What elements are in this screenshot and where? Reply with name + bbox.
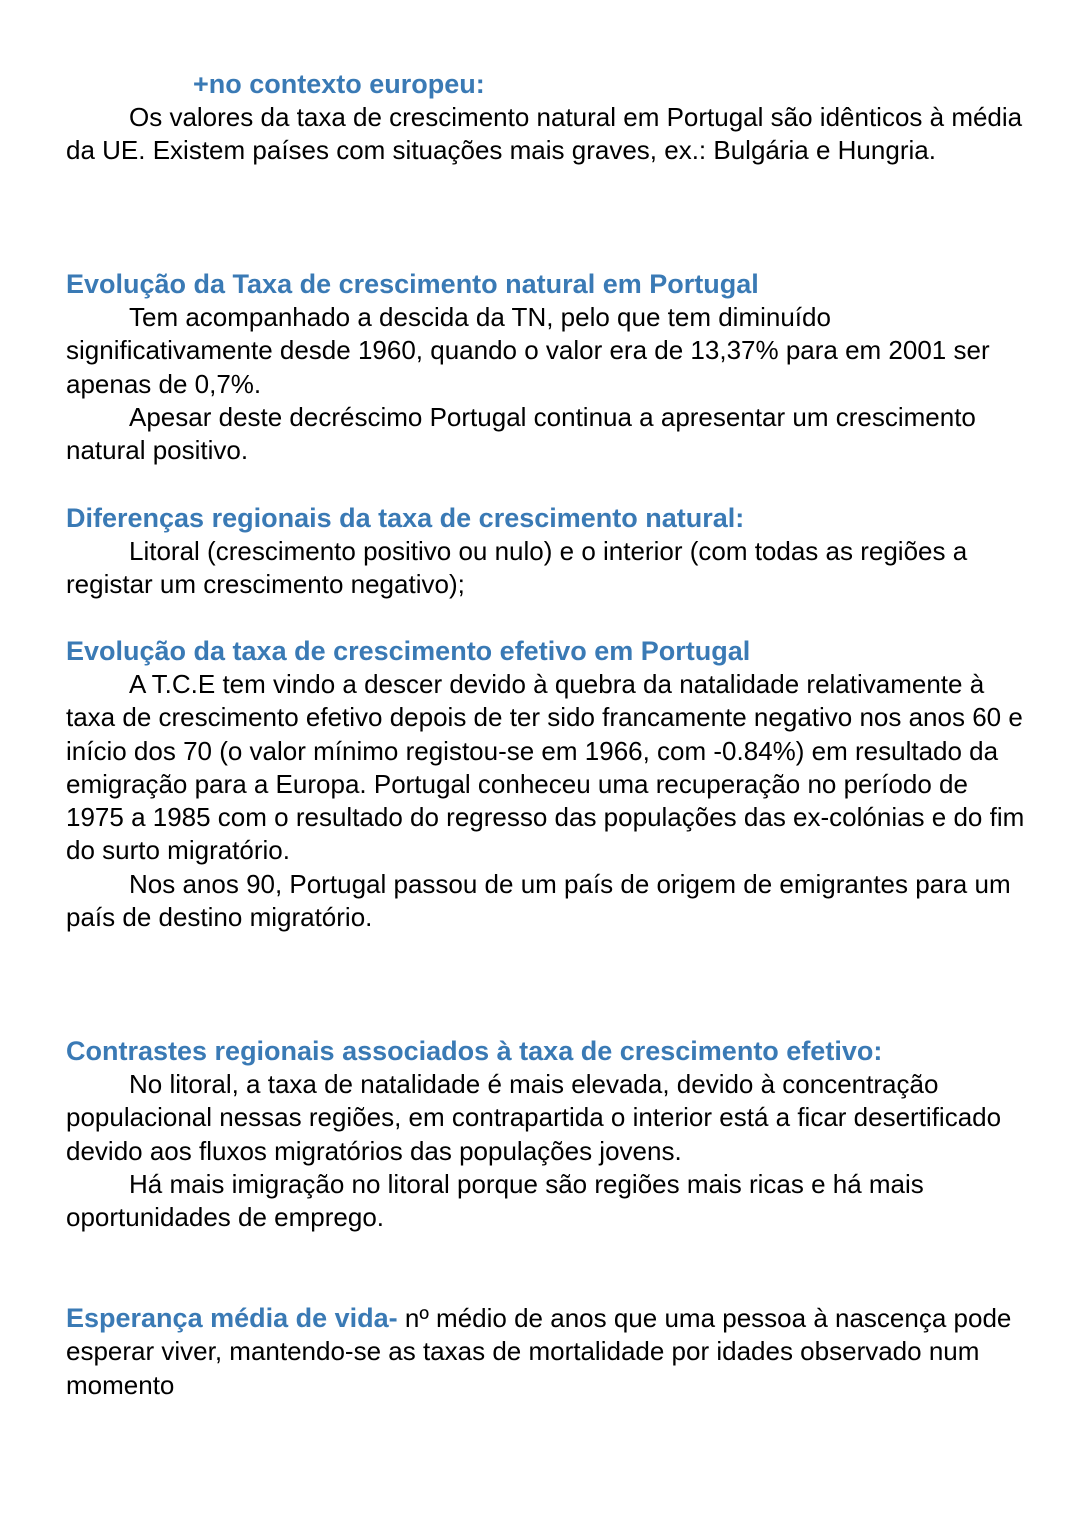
section-heading: +no contexto europeu: bbox=[193, 69, 485, 99]
section-life-expectancy bbox=[66, 1302, 1026, 1402]
section-regional-differences bbox=[66, 502, 1026, 602]
paragraph: A T.C.E tem vindo a descer devido à quebra da natalidade relativamente à taxa de crescimento efetivo depois de ter sido francamente negativo nos anos 60 e início dos 70 (o valor mínimo registou-se em 1966, com -0.84%) em resultado da emigração para a Europa. Portugal conheceu uma recuperação no período de 1975 a 1985 com o resultado do regresso das populações das ex-colónias e do fim do surto migratório. bbox=[66, 669, 1025, 866]
paragraph: Há mais imigração no litoral porque são regiões mais ricas e há mais oportunidades de emprego. bbox=[66, 1168, 924, 1233]
paragraph: Nos anos 90, Portugal passou de um país de origem de emigrantes para um país de destino migratório. bbox=[66, 868, 1011, 933]
paragraph: Litoral (crescimento positivo ou nulo) e o interior (com todas as regiões a registar um crescimento negativo); bbox=[66, 536, 968, 600]
section-heading: Evolução da taxa de crescimento efetivo em Portugal bbox=[66, 636, 751, 666]
definition-text: nº médio de anos que uma pessoa à nascença pode esperar viver, mantendo-se as taxas de mortalidade por idades observado num momento bbox=[66, 1303, 1012, 1400]
section-heading: Evolução da Taxa de crescimento natural em Portugal bbox=[66, 269, 759, 299]
section-tcn-evolution bbox=[66, 268, 1026, 467]
section-regional-contrasts bbox=[66, 1035, 1026, 1234]
paragraph: Tem acompanhado a descida da TN, pelo que tem diminuído significativamente desde 1960, quando o valor era de 13,37% para em 2001 ser apenas de 0,7%. bbox=[66, 302, 990, 399]
definition-term: Esperança média de vida- bbox=[66, 1303, 398, 1333]
paragraph: No litoral, a taxa de natalidade é mais elevada, devido à concentração populacional nessas regiões, em contrapartida o interior está a ficar desertificado devido aos fluxos migratórios das populações jovens. bbox=[66, 1069, 1002, 1166]
section-heading: Diferenças regionais da taxa de crescimento natural: bbox=[66, 503, 745, 533]
section-tce-evolution bbox=[66, 635, 1026, 934]
definition-paragraph bbox=[66, 1302, 1026, 1402]
paragraph: Apesar deste decréscimo Portugal continua a apresentar um crescimento natural positivo. bbox=[66, 401, 976, 466]
paragraph: Os valores da taxa de crescimento natural em Portugal são idênticos à média da UE. Existem países com situações mais graves, ex.: Bulgária e Hungria. bbox=[66, 102, 1023, 166]
section-heading: Contrastes regionais associados à taxa de crescimento efetivo: bbox=[66, 1036, 883, 1066]
section-europe bbox=[66, 68, 1026, 168]
